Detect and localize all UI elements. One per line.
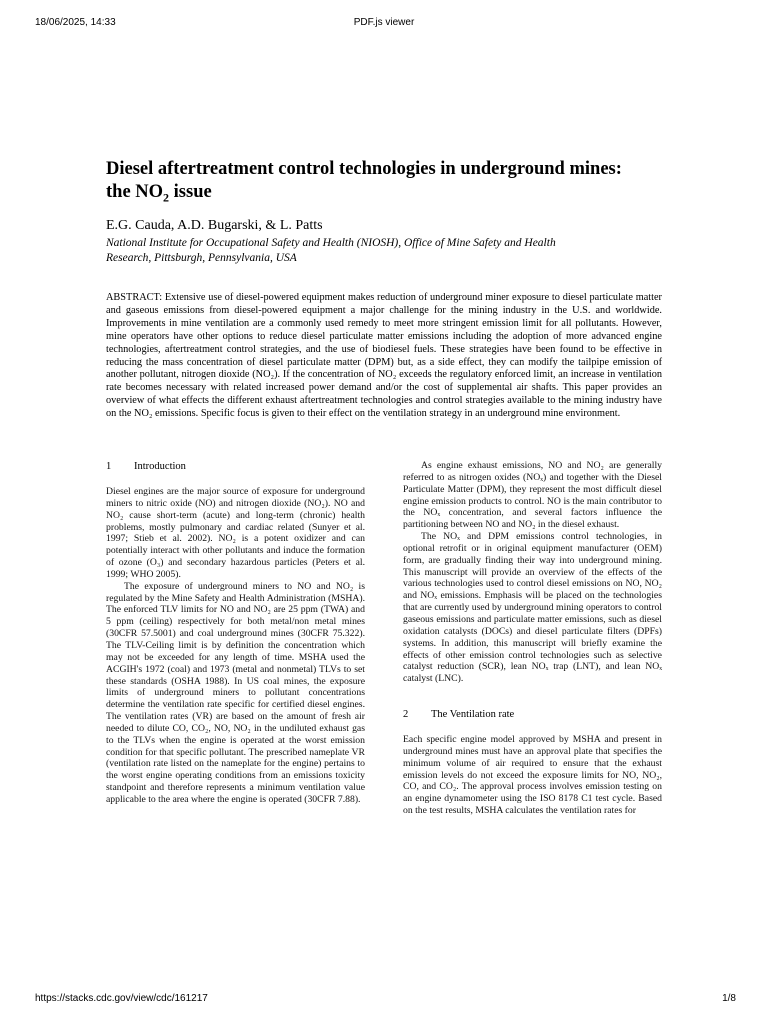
paper-title-line2-pre: the NO [106, 182, 164, 202]
paragraph: The NOₓ and DPM emissions control technologies, in optional retrofit or in original equipment manufacturer (OEM) form, are gradually finding their way into underground mining. This manuscript will provide an overview of the effects of the various technologies used to control diesel emissions on NO, NO₂ and NOₓ emissions. Emphasis will be placed on the technologies that are currently used by underground mining operators to control gaseous emissions and particulate matter emissions, such as diesel oxidation catalysts (DOCs) and diesel particulate filters (DPFs) systems. In addition, this manuscript will briefly examine the effects of other emission control technologies such as selective catalyst reduction (SCR), lean NOₓ trap (LNT), and lean NOₓ catalyst (LNC). [403, 531, 662, 685]
paper-title-line1: Diesel aftertreatment control technologies in underground mines: [106, 159, 622, 179]
paper-title-subscript: 2 [163, 190, 170, 205]
section-number: 1 [106, 461, 112, 472]
right-column [403, 460, 662, 817]
paragraph: As engine exhaust emissions, NO and NO₂ are generally referred to as nitrogen oxides (NOₓ) and together with the Diesel Particulate Matter (DPM), they represent the most difficult diesel engine emission products to control. NO is the main contributor to the NOₓ concentration, and several factors influence the partitioning between NO and NO₂ in the diesel exhaust. [403, 460, 662, 531]
section-heading-ventilation [403, 708, 662, 721]
viewer-title: PDF.js viewer [353, 17, 415, 28]
paper-authors: E.G. Cauda, A.D. Bugarski, & L. Patts [106, 218, 323, 233]
section-number: 2 [403, 709, 409, 721]
left-column [106, 460, 365, 806]
paragraph: Each specific engine model approved by MSHA and present in underground mines must have an approval plate that specifies the minimum volume of air required to ensure that the exhaust emission levels do not exceed the exposure limits for NO, NO₂, CO, and CO₂. The approval process involves emission testing on an engine dynamometer using the ISO 8178 C1 test cycle. Based on the test results, MSHA calculates the ventilation rates for [403, 734, 662, 817]
paper-affiliation [106, 236, 666, 266]
paragraph: Diesel engines are the major source of exposure for underground miners to nitric oxide (NO) and nitrogen dioxide (NO₂). NO and NO₂ cause short-term (acute) and long-term (chronic) health problems, mostly pulmonary and cardiac related (Sunyer et al. 1997; Stieb et al. 2002). NO₂ is a potent oxidizer and can potentially interact with other pollutants and induce the formation of ozone (O₃) and secondary hazardous particles (Peters et al. 1999; WHO 2005). [106, 486, 365, 580]
print-header [0, 17, 768, 31]
affiliation-line1: National Institute for Occupational Safety and Health (NIOSH), Office of Mine Safety and Health [106, 237, 556, 249]
print-datetime: 18/06/2025, 14:33 [35, 17, 116, 28]
print-footer [0, 993, 768, 1007]
print-url: https://stacks.cdc.gov/view/cdc/161217 [35, 993, 208, 1004]
section-title: The Ventilation rate [431, 709, 515, 721]
paragraph: The exposure of underground miners to NO and NO₂ is regulated by the Mine Safety and Health Administration (MSHA). The enforced TLV limits for NO and NO₂ are 25 ppm (TWA) and 5 ppm (ceiling) respectively for both metal/non metal mines (30CFR 57.5001) and coal underground mines (30CFR 75.322). The TLV-Ceiling limit is by definition the concentration which may not be exceeded for any length of time. MSHA used the ACGIH's 1972 (coal) and 1973 (metal and nonmetal) TLVs to set these standards (OSHA 1988). In US coal mines, the exposure limits of underground miners to pollutant concentrations determine the ventilation rate specific for certified diesel engines. The ventilation rates (VR) are based on the amount of fresh air needed to dilute CO, CO₂, NO, NO₂ in the undiluted exhaust gas to the TLVs when the engine is operated at the worst emission condition for that specific pollutant. The prescribed nameplate VR (ventilation rate listed on the nameplate for the engine) pertains to the worst engine operating conditions from an emissions toxicity standpoint and therefore represents a minimum ventilation value applicable to the area where the engine is operated (30CFR 7.88). [106, 580, 365, 805]
page-counter: 1/8 [722, 993, 736, 1004]
paper-abstract: ABSTRACT: Extensive use of diesel-powered equipment makes reduction of underground miner exposure to diesel particulate matter and gaseous emissions from diesel-powered equipment a major challenge for the mining industry in the U.S. and worldwide. Improvements in mine ventilation are a commonly used remedy to meet more stringent emission limit for all pollutants. However, mine operators have other options to reduce diesel particulate matter emissions including the adoption of more advanced engine technologies, aftertreatment control strategies, and the use of biodiesel fuels. These strategies have been found to be effective in reducing the mass concentration of diesel particulate matter (DPM) but, as a side effect, they can modify the tailpipe emission of another pollutant, nitrogen dioxide (NO₂). If the concentration of NO₂ exceeds the regulatory enforced limit, an increase in ventilation rate becomes necessary with related increased power demand and/or the cost of supplemental air shafts. This paper provides an overview of what effects the different exhaust aftertreatment technologies and control strategies available to the mining industry have on the NO₂ emissions. Specific focus is given to their effect on the ventilation strategy in an underground mine environment. [106, 292, 662, 420]
affiliation-line2: Research, Pittsburgh, Pennsylvania, USA [106, 252, 297, 264]
paper-title-line2-post: issue [169, 182, 212, 202]
section-title: Introduction [134, 461, 186, 472]
section-spacer [403, 685, 662, 708]
paper-title [106, 158, 696, 210]
section-heading-introduction [106, 460, 365, 473]
